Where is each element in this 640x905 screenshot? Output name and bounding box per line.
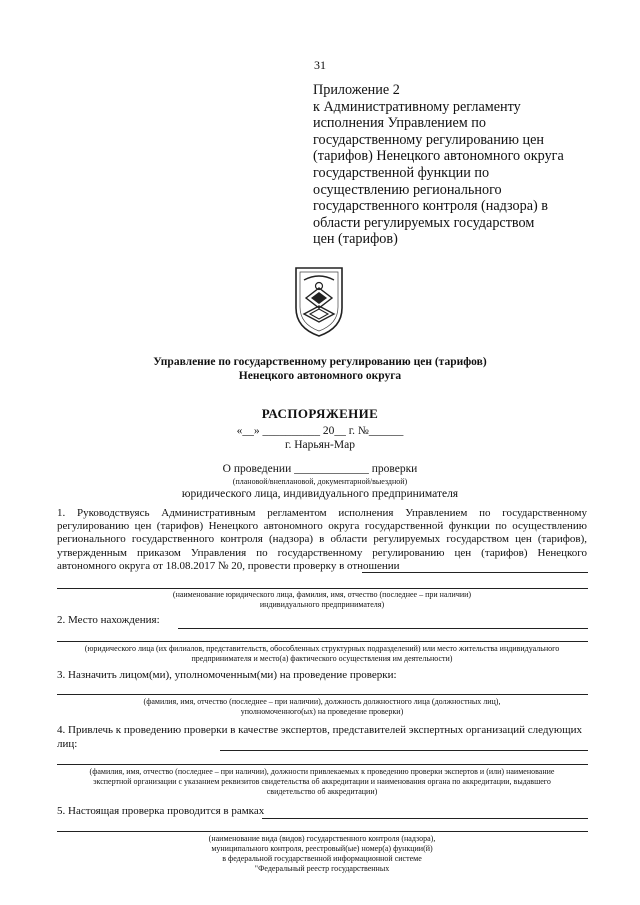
appendix-line: (тарифов) Ненецкого автономного округа — [313, 148, 564, 165]
appendix-line: к Административному регламенту — [313, 98, 521, 115]
item-2-hint — [57, 644, 587, 664]
inspection-type-line: О проведении _____________ проверки — [222, 463, 418, 475]
hint-line: свидетельство об аккредитации) — [266, 787, 378, 796]
item-2-fill-line-2 — [57, 641, 588, 642]
item-3-label: 3. Назначить лицом(ми), уполномоченным(ми) на проведение проверки: — [57, 669, 397, 681]
item-1-hint — [57, 590, 587, 610]
appendix-line: государственного контроля (надзора) в — [313, 198, 548, 215]
coat-of-arms-icon — [290, 264, 348, 340]
item-5-fill-line-2 — [57, 831, 588, 832]
hint-line: (наименование вида (видов) государственного контроля (надзора), — [208, 834, 436, 843]
item-1-fill-line-2 — [57, 588, 588, 589]
item-2-label: 2. Место нахождения: — [57, 614, 160, 626]
hint-line: "Федеральный реестр государственных — [254, 864, 390, 873]
item-4-fill-line-2 — [57, 764, 588, 765]
item-3-hint — [57, 697, 587, 717]
hint-line: уполномоченного(ых) на проведение проверки) — [240, 707, 404, 716]
appendix-line: Приложение 2 — [313, 82, 400, 98]
city: г. Нарьян-Мар — [285, 439, 355, 451]
document-title: РАСПОРЯЖЕНИЕ — [261, 406, 379, 421]
inspection-type-hint: (плановой/внеплановой, документарной/выездной) — [232, 477, 408, 486]
item-5-hint — [57, 834, 587, 874]
date-number-line: «__» __________ 20__ г. №______ — [236, 425, 404, 437]
item-4-line-2: лиц: — [57, 738, 78, 750]
page-number: 31 — [314, 58, 326, 72]
appendix-line: государственной функции по — [313, 164, 490, 181]
item-4-line-1: 4. Привлечь к проведению проверки в качестве экспертов, представителей экспертных организаций следующих — [57, 724, 583, 736]
hint-line: (наименование юридического лица, фамилия, имя, отчество (последнее – при наличии) — [172, 590, 472, 599]
item-4-hint — [57, 767, 587, 797]
appendix-line: цен (тарифов) — [313, 231, 398, 248]
item-4-fill-line — [220, 750, 588, 751]
item-3-fill-line — [57, 694, 588, 695]
hint-line: предпринимателя и место(а) фактического осуществления им деятельности) — [191, 654, 453, 663]
appendix-line: области регулируемых государством — [313, 214, 535, 231]
hint-line: экспертной организации с указанием реквизитов свидетельства об аккредитации и наименования органа по аккредитации, выдавшего — [93, 777, 551, 786]
inspection-subject: юридического лица, индивидуального предпринимателя — [181, 488, 459, 500]
hint-line: муниципального контроля, реестровый(ые) номер(а) функции(й) — [211, 844, 433, 853]
appendix-line: осуществлению регионального — [313, 181, 502, 198]
item-1-fill-line — [362, 572, 588, 573]
organization-name — [0, 356, 640, 383]
appendix-header — [313, 82, 603, 248]
item-5-fill-line — [262, 818, 588, 819]
organization-line: Управление по государственному регулированию цен (тарифов) — [153, 356, 487, 368]
hint-line: (фамилия, имя, отчество (последнее – при наличии), должности привлекаемых к проведению проверки экспертов и (или) наименование — [89, 767, 555, 776]
hint-line: индивидуального предпринимателя) — [259, 600, 385, 609]
item-5-label: 5. Настоящая проверка проводится в рамках — [57, 805, 265, 817]
item-1-text: 1. Руководствуясь Административным регламентом исполнения Управлением по государственному регулированию цен (тарифов) Ненецкого автономного округа государственной функции по осуществлению регионального государственного контроля (надзора) в области регулируемых государством цен (тарифов), утвержденным приказом Управления по государственному регулированию цен (тарифов) Ненецкого автономного округа от 18.08.2017 № 20, провести проверку в отношении — [57, 507, 587, 572]
hint-line: в федеральной государственной информационной системе — [222, 854, 422, 863]
hint-line: (фамилия, имя, отчество (последнее – при наличии), должность должностного лица (должностных лиц), — [143, 697, 501, 706]
hint-line: (юридического лица (их филиалов, представительств, обособленных структурных подразделений) или место жительства индивидуального — [84, 644, 560, 653]
organization-line: Ненецкого автономного округа — [238, 369, 402, 382]
item-2-fill-line — [178, 628, 588, 629]
appendix-line: государственному регулированию цен — [313, 131, 545, 148]
appendix-line: исполнения Управлением по — [313, 115, 486, 132]
